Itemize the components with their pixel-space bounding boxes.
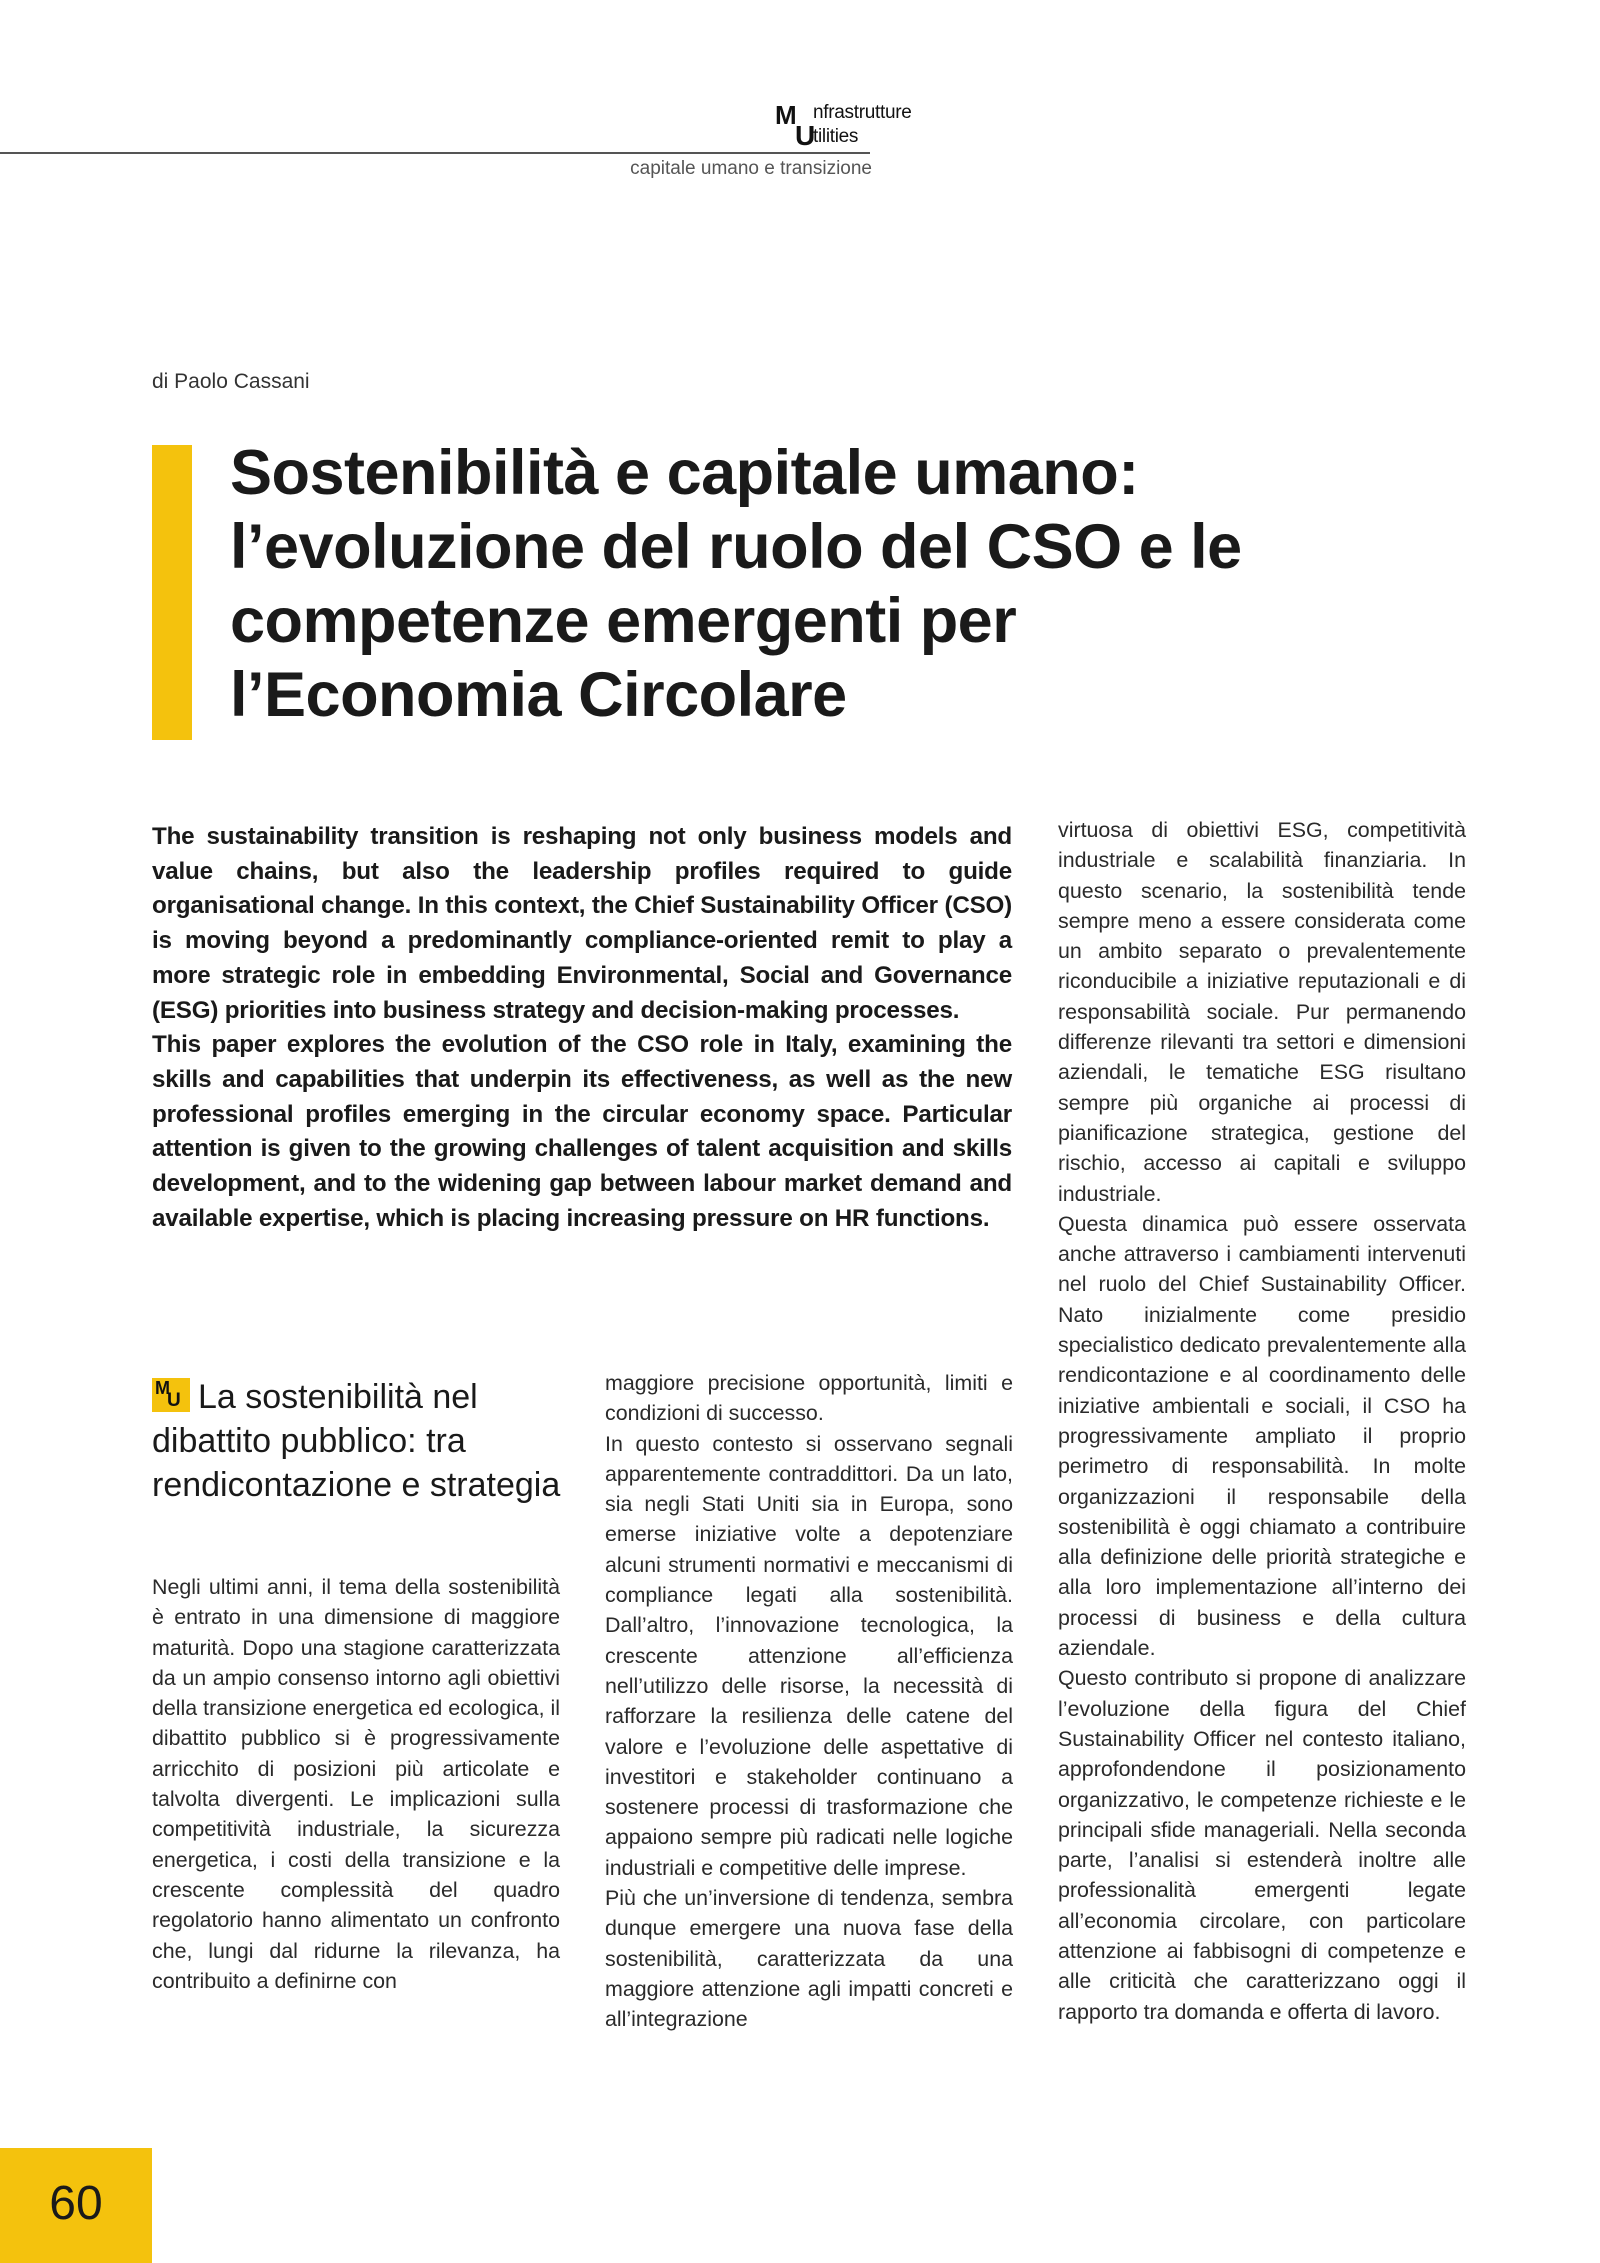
page-number-tab — [0, 2148, 152, 2263]
section-label: capitale umano e transizione — [630, 158, 872, 179]
mu-logo-icon — [152, 1378, 190, 1412]
logo-word-infrastrutture: nfrastrutture — [813, 102, 912, 123]
icon-letter-m: M — [155, 1378, 170, 1398]
title-accent-bar — [152, 445, 192, 740]
section-heading — [152, 1375, 572, 1507]
logo-word-utilities: tilities — [813, 126, 859, 147]
abstract-paragraph: This paper explores the evolution of the CSO role in Italy, examining the skills and capabilities that underpin its effectiveness, as well as the new professional profiles emerging in the circular economy space. Particular attention is given to the growing challenges of talent acquisition and skills development, and to the widening gap between labour market demand and available expertise, which is placing increasing pressure on HR functions. — [152, 1031, 1012, 1232]
header-rule — [0, 152, 870, 154]
body-paragraph: maggiore precisione opportunità, limiti e condizioni di successo. — [605, 1371, 1013, 1426]
body-paragraph: In questo contesto si osservano segnali apparentemente contraddittori. Da un lato, sia negli Stati Uniti sia in Europa, sono emerse iniziative volte a depotenziare alcuni strumenti normativi e meccanismi di compliance legati alla sostenibilità. Dall’altro, l’innovazione tecnologica, la crescente attenzione all’efficienza nell’utilizzo delle risorse, la necessità di rafforzare la resilienza delle catene del valore e l’evoluzione delle aspettative di investitori e stakeholder continuano a sostenere processi di trasformazione che appaiono sempre più radicati nelle logiche industriali e competitive delle imprese. — [605, 1431, 1013, 1880]
body-paragraph: Più che un’inversione di tendenza, sembra dunque emergere una nuova fase della sostenibilità, caratterizzata da una maggiore attenzione agli impatti concreti e all’integrazione — [605, 1886, 1013, 2032]
body-column-2 — [605, 1368, 1013, 2035]
body-paragraph: Questo contributo si propone di analizzare l’evoluzione della figura del Chief Sustainability Officer nel contesto italiano, approfondendone il posizionamento organizzativo, le competenze richieste e le principali sfide manageriali. Nella seconda parte, l’analisi si estenderà inoltre alle professionalità emergenti legate all’economia circolare, con particolare attenzione ai fabbisogni di competenze e alle criticità che caratterizzano oggi il rapporto tra domanda e offerta di lavoro. — [1058, 1666, 1466, 2024]
abstract — [152, 820, 1012, 1236]
body-paragraph: Negli ultimi anni, il tema della sostenibilità è entrato in una dimensione di maggiore maturità. Dopo una stagione caratterizzata da un ampio consenso intorno agli obiettivi della transizione energetica ed ecologica, il dibattito pubblico si è progressivamente arricchito di posizioni più articolate e talvolta divergenti. Le implicazioni sulla competitività industriale, la sicurezza energetica, i costi della transizione e la crescente complessità del quadro regolatorio hanno alimentato un confronto che, lungi dal ridurne la rilevanza, ha contribuito a definirne con — [152, 1575, 560, 1993]
icon-letter-u: U — [167, 1390, 181, 1411]
page-number: 60 — [49, 2177, 103, 2230]
magazine-logo — [775, 100, 935, 152]
body-column-3 — [1058, 815, 1466, 2027]
logo-letter-u: U — [795, 120, 816, 151]
author-byline: di Paolo Cassani — [152, 370, 310, 393]
article-title: Sostenibilità e capitale umano: l’evoluzione del ruolo del CSO e le competenze emergenti per l’Economia Circolare — [230, 438, 1242, 730]
section-heading-text: La sostenibilità nel dibattito pubblico: tra rendicontazione e strategia — [152, 1378, 561, 1504]
body-paragraph: virtuosa di obiettivi ESG, competitività industriale e scalabilità finanziaria. In questo scenario, la sostenibilità tende sempre meno a essere considerata come un ambito separato o prevalentemente riconducibile a iniziative reputazionali e di responsabilità sociale. Pur permanendo differenze rilevanti tra settori e dimensioni aziendali, le tematiche ESG risultano sempre più organiche ai processi di pianificazione strategica, gestione del rischio, accesso ai capitali e sviluppo industriale. — [1058, 818, 1466, 1206]
body-column-1 — [152, 1572, 560, 1996]
body-paragraph: Questa dinamica può essere osservata anche attraverso i cambiamenti intervenuti nel ruolo del Chief Sustainability Officer. Nato inizialmente come presidio specialistico dedicato prevalentemente alla rendicontazione e al coordinamento delle iniziative ambientali e sociali, il CSO ha progressivamente ampliato il proprio perimetro di responsabilità. In molte organizzazioni il responsabile della sostenibilità è oggi chiamato a contribuire alla definizione delle priorità strategiche e alla loro implementazione all’interno dei processi di business e della cultura aziendale. — [1058, 1211, 1466, 1661]
logo-letter-m: M — [775, 100, 797, 130]
abstract-paragraph: The sustainability transition is reshaping not only business models and value chains, but also the leadership profiles required to guide organisational change. In this context, the Chief Sustainability Officer (CSO) is moving beyond a predominantly compliance-oriented remit to play a more strategic role in embedding Environmental, Social and Governance (ESG) priorities into business strategy and decision-making processes. — [152, 823, 1012, 1024]
